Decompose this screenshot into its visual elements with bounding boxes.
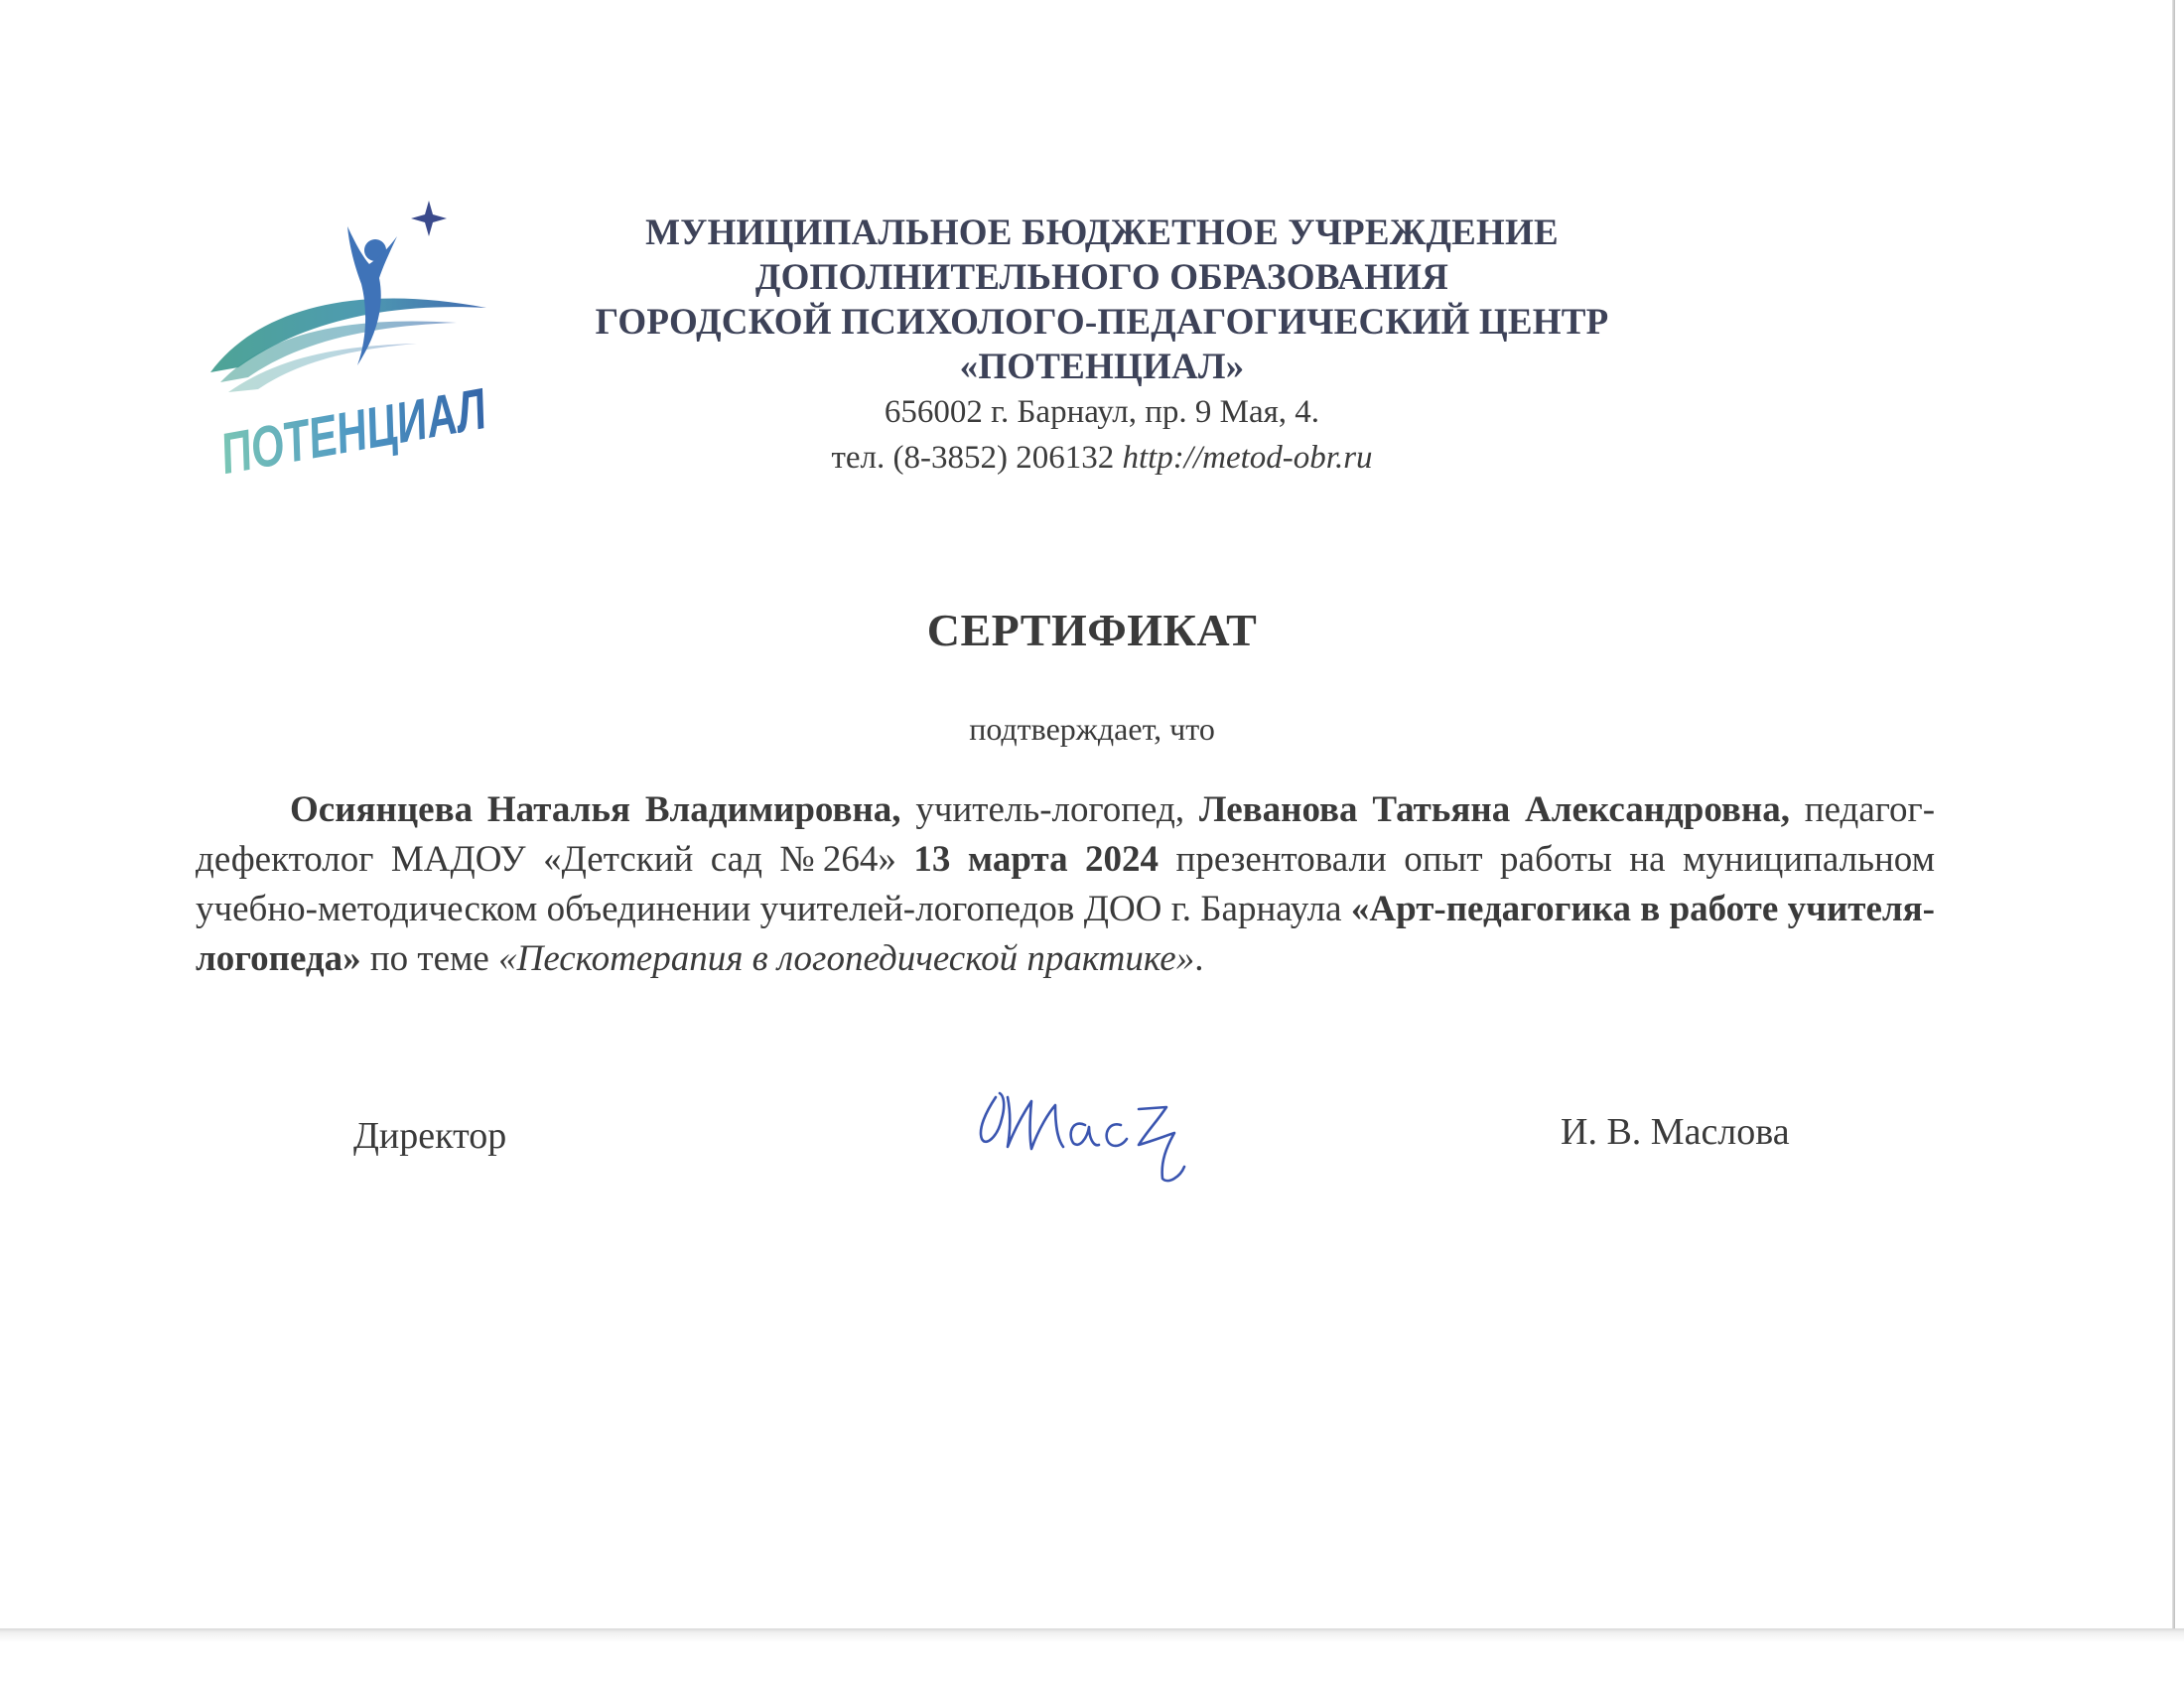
handwritten-signature (968, 1067, 1206, 1206)
org-line-3: ГОРОДСКОЙ ПСИХОЛОГО-ПЕДАГОГИЧЕСКИЙ ЦЕНТР (595, 302, 1609, 343)
scan-edge-right (2172, 0, 2175, 1628)
org-line-4: «ПОТЕНЦИАЛ» (959, 347, 1245, 387)
person1-role: учитель-логопед, (915, 789, 1185, 830)
org-line-1: МУНИЦИПАЛЬНОЕ БЮДЖЕТНОЕ УЧРЕЖДЕНИЕ (645, 212, 1559, 253)
person2-name: Леванова Татьяна Александровна, (1198, 789, 1790, 830)
association-name: «Арт-педагогика в работе учителя-логопеда» (196, 889, 1935, 979)
scan-edge-bottom (0, 1628, 2184, 1688)
signatory-name: И. В. Маслова (1561, 1111, 1790, 1153)
end-punct: . (1194, 938, 1204, 979)
signature-icon (968, 1067, 1206, 1206)
org-line-2: ДОПОЛНИТЕЛЬНОГО ОБРАЗОВАНИЯ (754, 257, 1449, 298)
potencial-logo-icon (199, 199, 589, 487)
org-phone: тел. (8-3852) 206132 (831, 440, 1115, 476)
certificate-body (196, 785, 1935, 984)
event-date: 13 марта 2024 (913, 839, 1160, 880)
org-website-link[interactable]: http://metod-obr.ru (1122, 440, 1373, 476)
topic-label: по теме (369, 938, 489, 979)
svg-text:ПОТЕНЦИАЛ: ПОТЕНЦИАЛ (215, 358, 589, 487)
person1-name: Осиянцева Наталья Владимировна, (290, 789, 901, 830)
organization-header (516, 211, 1688, 481)
presentation-topic: «Пескотерапия в логопедической практике» (498, 938, 1195, 979)
body-text-mid: презентовали опыт работы на муниципальном учебно-методическом объединении учителей-логопедов ДОО г. Барнаула (196, 839, 1936, 929)
signatory-role: Директор (353, 1115, 507, 1157)
person2-role: педагог-дефектолог МАДОУ «Детский сад №264» (196, 789, 1936, 880)
certificate-title: СЕРТИФИКАТ (926, 605, 1258, 655)
certificate-subtitle: подтверждает, что (969, 711, 1215, 747)
potencial-logo (199, 199, 589, 487)
org-contacts (516, 435, 1688, 481)
org-address: 656002 г. Барнаул, пр. 9 Мая, 4. (884, 394, 1320, 430)
